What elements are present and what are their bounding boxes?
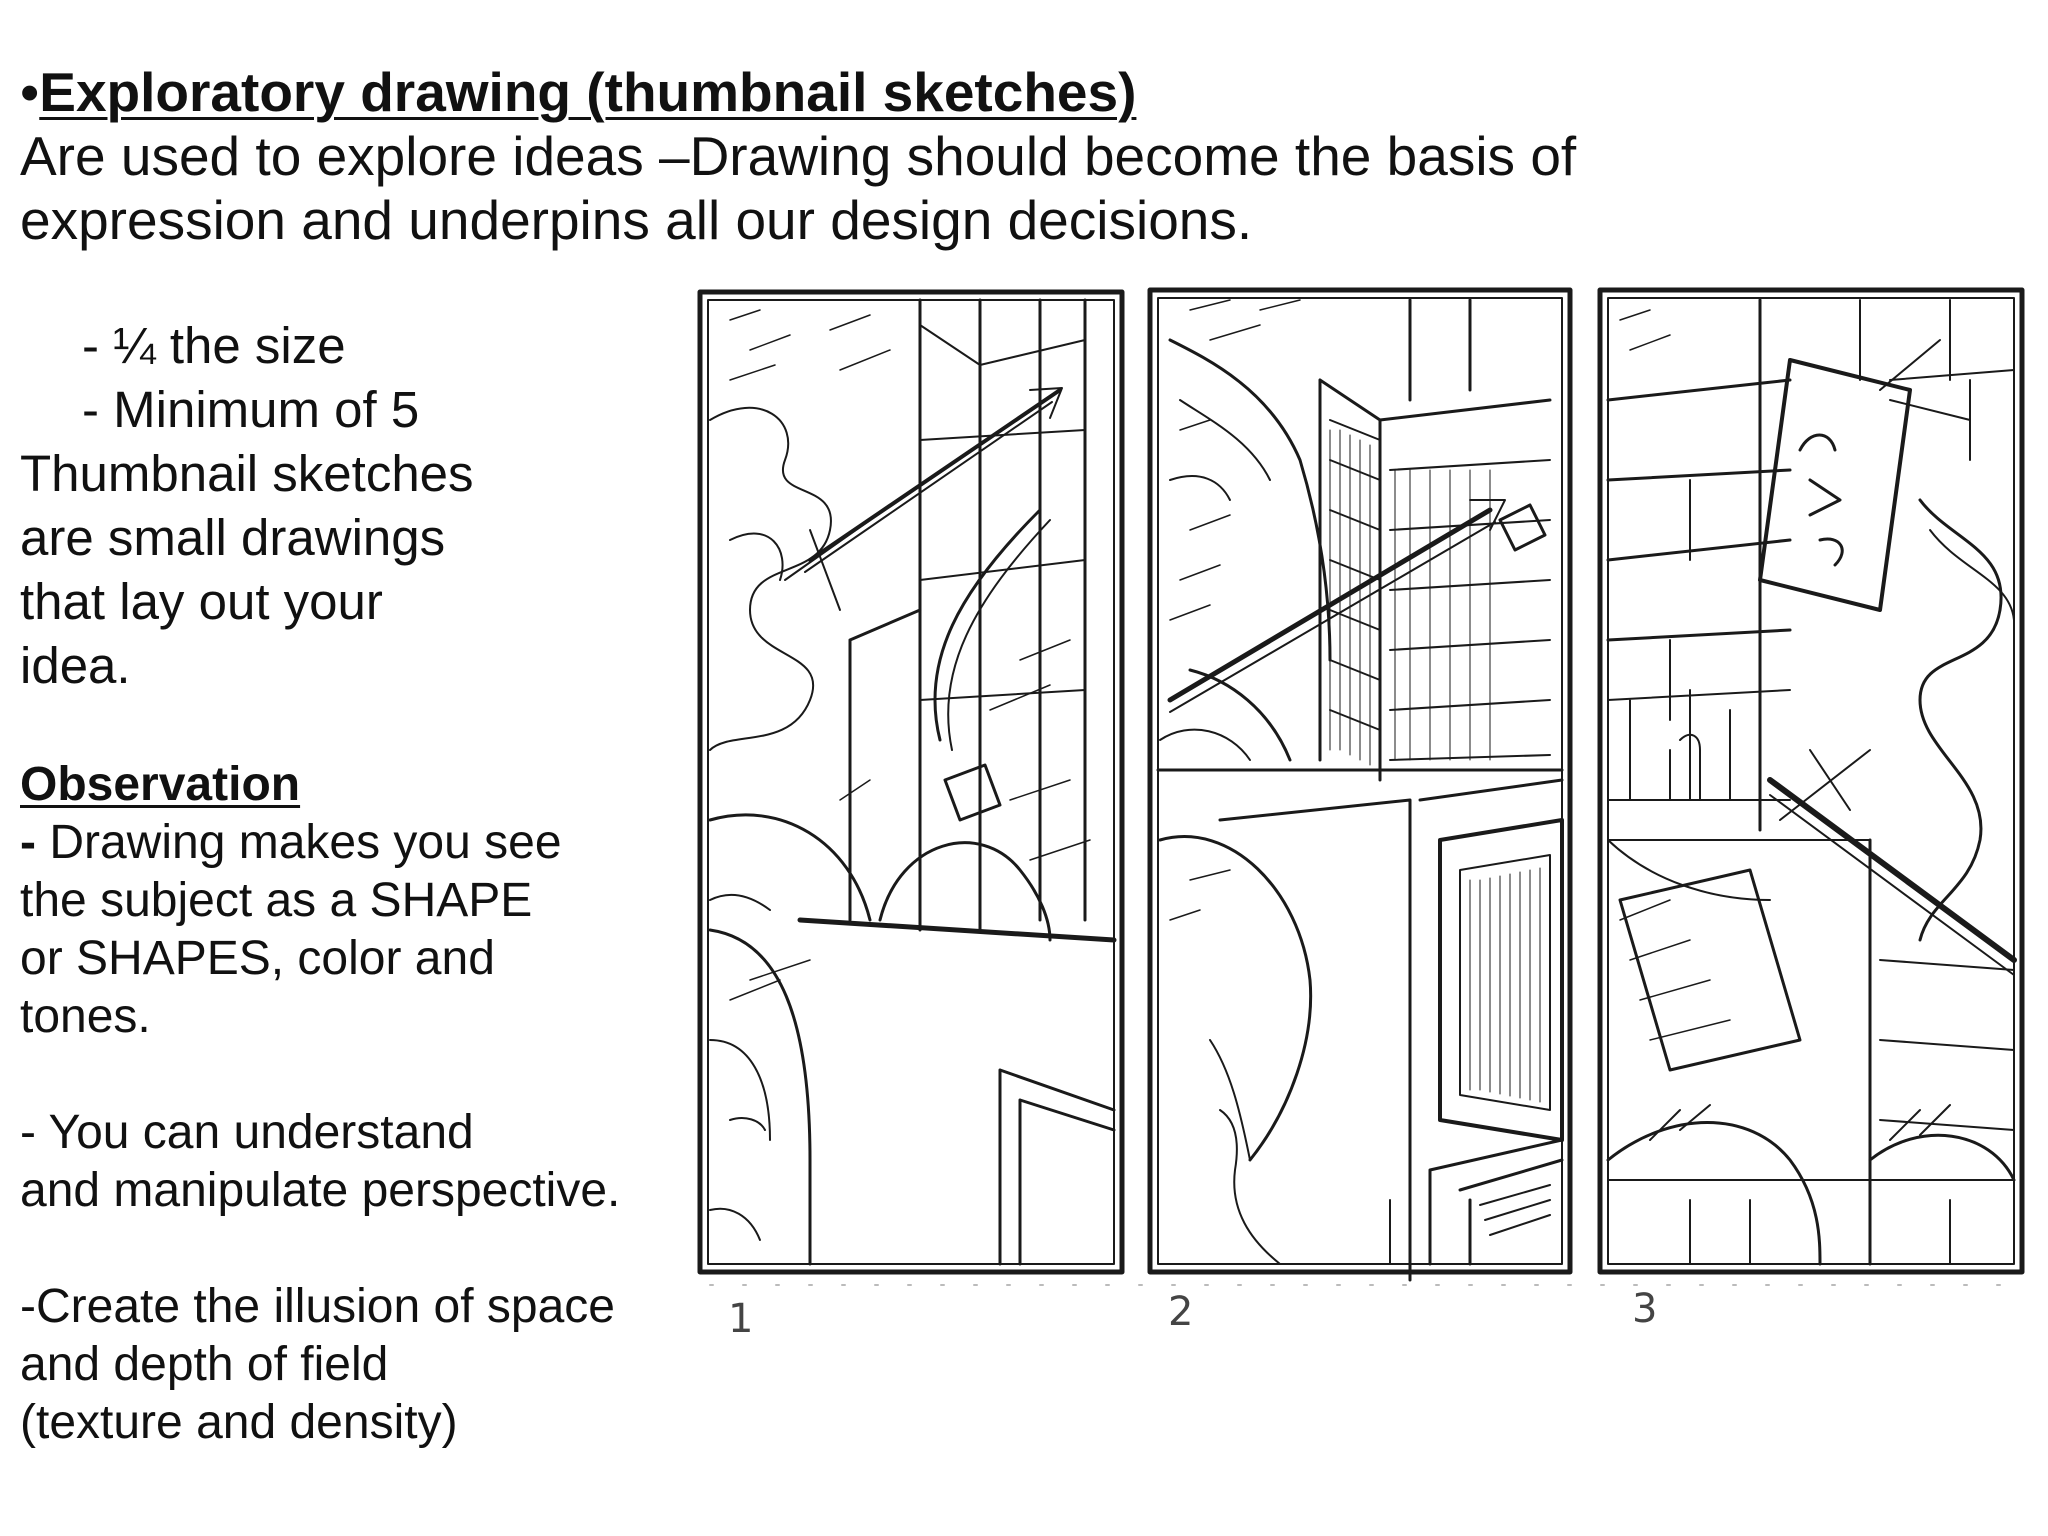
perspective-line-1: - You can understand — [20, 1106, 474, 1159]
bullet-minimum: - Minimum of 5 — [82, 381, 420, 438]
thumb-line-1: Thumbnail sketches — [20, 445, 474, 502]
panel-label-3: 3 — [1632, 1286, 1658, 1332]
thumb-line-4: idea. — [20, 637, 131, 694]
sketch-drawing — [690, 280, 2040, 1360]
heading-block — [20, 60, 1920, 252]
thumb-line-2: are small drawings — [20, 509, 446, 566]
obs-line-4: tones. — [20, 990, 151, 1043]
obs-line-2: the subject as a SHAPE — [20, 874, 533, 927]
spacer — [20, 698, 680, 756]
heading-line-2: expression and underpins all our design decisions. — [20, 189, 1253, 251]
left-text-column — [20, 314, 680, 1452]
sketch-panel-2 — [1150, 290, 1570, 1280]
space-line-1: -Create the illusion of space — [20, 1280, 615, 1333]
heading-title: Exploratory drawing (thumbnail sketches) — [39, 61, 1137, 123]
perspective-line-2: and manipulate perspective. — [20, 1164, 621, 1217]
space-line-2: and depth of field — [20, 1338, 389, 1391]
spacer — [20, 1046, 680, 1104]
obs-line-3: or SHAPES, color and — [20, 932, 495, 985]
thumb-line-3: that lay out your — [20, 573, 383, 630]
bullet-glyph: • — [20, 61, 40, 123]
sketch-panel-1 — [700, 292, 1122, 1272]
panel-label-1: 1 — [728, 1296, 754, 1342]
spacer — [20, 1220, 680, 1278]
heading-line-1: Are used to explore ideas –Drawing should become the basis of — [20, 125, 1577, 187]
panel-label-2: 2 — [1168, 1289, 1194, 1335]
space-line-3: (texture and density) — [20, 1396, 458, 1449]
heading-title-line — [20, 60, 1920, 124]
observation-title: Observation — [20, 758, 301, 811]
thumbnail-sketches — [690, 280, 2040, 1360]
sketch-panel-3 — [1600, 290, 2022, 1272]
bullet-size: - ¼ the size — [82, 317, 346, 374]
obs-line-1-text: Drawing makes you see — [35, 816, 562, 869]
obs-line-1 — [20, 814, 680, 872]
obs-dash: - — [20, 816, 36, 869]
